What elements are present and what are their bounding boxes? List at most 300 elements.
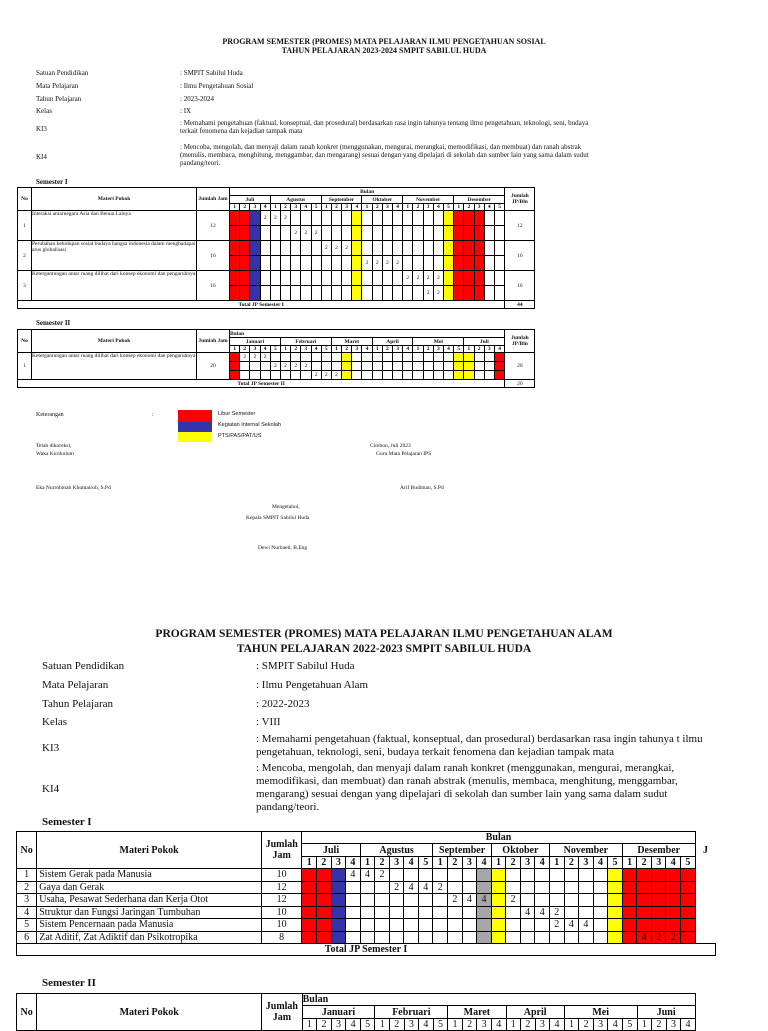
week-cell xyxy=(579,931,594,944)
week-cell: 2 xyxy=(280,211,290,226)
week-cell xyxy=(433,869,448,882)
sign-center-line1: Mengetahui, xyxy=(272,504,300,510)
row-no: 6 xyxy=(17,931,37,944)
week-cell xyxy=(681,919,696,932)
week-number: 1 xyxy=(360,857,375,869)
week-number: 3 xyxy=(331,1019,346,1031)
week-number: 3 xyxy=(250,346,260,353)
week-number: 2 xyxy=(280,204,290,211)
header-jam: Jumlah Jam xyxy=(197,330,230,353)
week-cell xyxy=(389,906,404,919)
week-cell xyxy=(375,906,390,919)
table-row xyxy=(17,894,716,907)
week-number: 2 xyxy=(372,204,382,211)
week-cell: 2 xyxy=(651,931,666,944)
week-cell xyxy=(681,894,696,907)
week-cell xyxy=(622,919,637,932)
week-number: 4 xyxy=(477,857,492,869)
week-cell: 2 xyxy=(280,362,290,371)
week-number: 3 xyxy=(423,204,433,211)
row-no: 1 xyxy=(17,869,37,882)
week-cell xyxy=(651,919,666,932)
week-number: 1 xyxy=(302,857,317,869)
week-number: 3 xyxy=(535,1019,550,1031)
week-cell xyxy=(593,931,608,944)
week-cell xyxy=(462,869,477,882)
table-row xyxy=(17,931,716,944)
row-jp xyxy=(695,894,715,907)
table-row xyxy=(17,906,716,919)
week-number: 2 xyxy=(521,1019,536,1031)
header-bulan: Bulan xyxy=(302,832,695,844)
week-cell xyxy=(389,869,404,882)
week-cell xyxy=(477,919,492,932)
week-cell xyxy=(418,906,433,919)
row-no: 3 xyxy=(17,894,37,907)
week-number: 2 xyxy=(652,1019,667,1031)
week-number: 2 xyxy=(462,1019,477,1031)
sign-right-name: Arif Budiman, S.Pd xyxy=(400,485,444,491)
legend-text-pts: PTS/PAS/PAT/US xyxy=(218,433,262,439)
week-cell xyxy=(564,906,579,919)
week-cell xyxy=(681,869,696,882)
week-cell xyxy=(418,869,433,882)
week-cell xyxy=(331,869,346,882)
week-number: 1 xyxy=(433,857,448,869)
week-number: 3 xyxy=(433,346,443,353)
week-cell: 4 xyxy=(579,919,594,932)
week-number: 4 xyxy=(260,346,270,353)
week-number: 1 xyxy=(413,346,423,353)
week-cell xyxy=(462,881,477,894)
week-cell xyxy=(375,931,390,944)
week-number: 4 xyxy=(494,346,505,353)
week-number: 5 xyxy=(443,204,453,211)
week-number: 2 xyxy=(579,1019,594,1031)
week-cell xyxy=(360,931,375,944)
week-cell xyxy=(331,906,346,919)
month-desember: Desember xyxy=(454,196,505,204)
week-cell xyxy=(491,869,506,882)
header-bulan: Bulan xyxy=(302,994,695,1006)
week-number: 4 xyxy=(593,857,608,869)
week-number: 2 xyxy=(506,857,521,869)
week-number: 3 xyxy=(520,857,535,869)
week-cell xyxy=(360,881,375,894)
week-number: 2 xyxy=(240,204,250,211)
total-label: Total JP Semester II xyxy=(18,380,505,388)
week-cell xyxy=(681,906,696,919)
header-materi: Materi Pokok xyxy=(37,832,262,869)
week-cell: 2 xyxy=(423,271,433,286)
week-cell: 2 xyxy=(291,226,301,241)
total-label: Total JP Semester I xyxy=(18,301,505,309)
week-cell xyxy=(622,881,637,894)
week-number: 4 xyxy=(311,346,321,353)
row-no: 3 xyxy=(18,271,32,301)
week-number: 2 xyxy=(564,857,579,869)
week-cell xyxy=(608,894,623,907)
sign-right-line1: Cirebon, Juli 2023 xyxy=(370,443,411,449)
week-number: 1 xyxy=(506,1019,521,1031)
week-cell: 2 xyxy=(389,881,404,894)
week-number: 3 xyxy=(474,204,484,211)
week-cell xyxy=(462,931,477,944)
week-cell xyxy=(404,906,419,919)
total-value: 20 xyxy=(505,380,535,388)
week-cell xyxy=(666,881,681,894)
row-jp: 16 xyxy=(505,271,535,301)
week-number: 2 xyxy=(474,346,484,353)
week-number: 5 xyxy=(360,1019,375,1031)
week-cell xyxy=(549,881,564,894)
week-cell xyxy=(564,931,579,944)
week-cell xyxy=(448,869,463,882)
week-cell xyxy=(564,869,579,882)
week-number: 2 xyxy=(317,1019,332,1031)
week-cell xyxy=(637,894,652,907)
week-cell xyxy=(418,919,433,932)
row-materi: Sistem Pencernaan pada Manusia xyxy=(37,919,262,932)
week-number: 3 xyxy=(352,346,362,353)
month-september: September xyxy=(433,844,491,857)
week-cell xyxy=(622,894,637,907)
week-cell: 2 xyxy=(270,362,280,371)
month-februari: Februari xyxy=(375,1006,448,1019)
header-no: No xyxy=(18,330,32,353)
week-cell xyxy=(302,931,317,944)
week-cell: 4 xyxy=(346,869,361,882)
week-cell: 2 xyxy=(342,241,352,256)
week-number: 1 xyxy=(564,1019,579,1031)
week-cell: 2 xyxy=(260,211,270,226)
header-jp: Jumlah JP/Bln xyxy=(505,188,535,211)
week-cell xyxy=(491,919,506,932)
week-cell: 4 xyxy=(404,881,419,894)
doc1-value-mapel: : Ilmu Pengetahuan Sosial xyxy=(180,82,254,90)
week-cell xyxy=(666,894,681,907)
week-cell xyxy=(346,881,361,894)
week-cell xyxy=(579,881,594,894)
doc2-value-kelas: : VIII xyxy=(256,716,281,728)
month-mei: Mei xyxy=(413,338,464,346)
week-cell xyxy=(520,881,535,894)
week-number: 5 xyxy=(681,857,696,869)
week-cell: 4 xyxy=(360,869,375,882)
week-cell xyxy=(302,894,317,907)
week-cell xyxy=(346,919,361,932)
month-oktober: Oktober xyxy=(362,196,403,204)
week-number: 1 xyxy=(230,204,240,211)
row-no: 1 xyxy=(18,353,32,380)
week-cell xyxy=(316,869,331,882)
week-cell: 2 xyxy=(301,226,311,241)
week-cell xyxy=(520,919,535,932)
row-materi: Ketergantungan antar ruang dilihat dari konsep ekonomi dan pengaruhnya xyxy=(32,271,197,301)
legend-text-libur: Libur Semester xyxy=(218,411,256,417)
week-number: 1 xyxy=(549,857,564,869)
week-cell xyxy=(404,869,419,882)
row-no: 4 xyxy=(17,906,37,919)
week-number: 3 xyxy=(393,346,403,353)
month-oktober: Oktober xyxy=(491,844,549,857)
week-cell xyxy=(520,869,535,882)
week-number: 4 xyxy=(362,346,372,353)
header-jp xyxy=(695,994,716,1031)
week-cell xyxy=(389,919,404,932)
week-cell xyxy=(433,931,448,944)
week-cell xyxy=(448,906,463,919)
week-cell xyxy=(331,881,346,894)
row-jam: 12 xyxy=(261,881,301,894)
doc1-title-line1: PROGRAM SEMESTER (PROMES) MATA PELAJARAN ILMU PENGETAHUAN SOSIAL xyxy=(222,37,546,46)
week-cell xyxy=(666,869,681,882)
doc2-title-line2: TAHUN PELAJARAN 2022-2023 SMPIT SABILUL HUDA xyxy=(236,643,532,655)
sign-center-name: Dewi Nurbaeti, B.Eng xyxy=(258,545,308,551)
doc1-label-ki4: KI4 xyxy=(36,153,47,161)
week-number: 1 xyxy=(622,857,637,869)
week-cell xyxy=(535,869,550,882)
week-number: 2 xyxy=(390,1019,405,1031)
week-cell xyxy=(520,931,535,944)
week-cell: 4 xyxy=(462,894,477,907)
week-cell xyxy=(506,919,521,932)
week-cell: 2 xyxy=(260,353,270,362)
week-cell: 2 xyxy=(321,241,331,256)
week-cell xyxy=(535,919,550,932)
week-number: 3 xyxy=(579,857,594,869)
week-cell xyxy=(666,919,681,932)
row-materi: Ketergantungan antar ruang dilihat dari konsep ekonomi dan pengaruhnya xyxy=(32,353,197,380)
header-jp: J xyxy=(703,844,709,856)
doc2-label-tahun: Tahun Pelajaran xyxy=(42,698,114,710)
table-row xyxy=(17,881,716,894)
week-number: 5 xyxy=(418,857,433,869)
header-no: No xyxy=(18,188,32,211)
week-cell xyxy=(462,906,477,919)
month-juli: Juli xyxy=(464,338,505,346)
week-cell xyxy=(535,881,550,894)
doc1-value-satuan: : SMPIT Sabilul Huda xyxy=(180,69,243,77)
doc1-label-tahun: Tahun Pelajaran xyxy=(36,95,82,103)
week-cell xyxy=(360,906,375,919)
week-number: 5 xyxy=(311,204,321,211)
month-november: November xyxy=(403,196,454,204)
week-cell: 2 xyxy=(666,931,681,944)
week-number: 3 xyxy=(291,204,301,211)
header-materi: Materi Pokok xyxy=(37,994,262,1031)
week-cell xyxy=(316,894,331,907)
week-number: 4 xyxy=(443,346,453,353)
week-cell: 4 xyxy=(418,881,433,894)
week-number: 4 xyxy=(260,204,270,211)
week-cell: 2 xyxy=(250,353,260,362)
month-september: September xyxy=(321,196,362,204)
doc1-semester1-label: Semester I xyxy=(36,178,68,186)
week-number: 5 xyxy=(494,204,505,211)
week-cell xyxy=(491,906,506,919)
week-number: 5 xyxy=(608,857,623,869)
row-materi: Zat Aditif, Zat Adiktif dan Psikotropika xyxy=(37,931,262,944)
week-cell xyxy=(477,881,492,894)
week-cell xyxy=(404,919,419,932)
week-cell: 2 xyxy=(506,894,521,907)
row-jam: 20 xyxy=(197,353,230,380)
doc2-semester2-label: Semester II xyxy=(42,977,96,989)
week-cell xyxy=(564,894,579,907)
week-cell: 2 xyxy=(311,226,321,241)
week-cell: 2 xyxy=(413,271,423,286)
doc1-value-ki3: : Memahami pengetahuan (faktual, konseptual, dan prosedural) berdasarkan rasa ingin tahunya tentang ilmu pengetahuan, teknologi, seni, budaya terkait fenomena dan kejadian tampak mata xyxy=(180,119,589,135)
week-cell xyxy=(331,894,346,907)
week-number: 4 xyxy=(550,1019,565,1031)
week-number: 3 xyxy=(651,857,666,869)
week-cell: 2 xyxy=(240,353,250,362)
week-number: 3 xyxy=(477,1019,492,1031)
week-number: 1 xyxy=(637,1019,652,1031)
week-cell xyxy=(506,869,521,882)
doc1-semester2-label: Semester II xyxy=(36,319,71,327)
week-cell: 4 xyxy=(564,919,579,932)
doc1-title-line2: TAHUN PELAJARAN 2023-2024 SMPIT SABILUL HUDA xyxy=(281,46,487,55)
month-juni: Juni xyxy=(637,1006,695,1019)
week-cell xyxy=(549,869,564,882)
week-cell xyxy=(404,931,419,944)
week-number: 2 xyxy=(382,346,392,353)
week-number: 1 xyxy=(280,346,290,353)
week-cell xyxy=(346,906,361,919)
week-cell xyxy=(579,906,594,919)
week-cell xyxy=(360,919,375,932)
week-cell: 2 xyxy=(362,256,372,271)
legend-text-kegiatan: Kegiatan Internal Sekolah xyxy=(218,422,281,428)
doc2-value-mapel: : Ilmu Pengetahuan Alam xyxy=(256,679,369,691)
week-cell xyxy=(433,919,448,932)
week-cell xyxy=(651,881,666,894)
week-number: 4 xyxy=(403,346,413,353)
row-jam: 12 xyxy=(197,211,230,241)
week-cell xyxy=(302,881,317,894)
month-juli: Juli xyxy=(302,844,360,857)
week-number: 3 xyxy=(389,857,404,869)
week-cell xyxy=(666,906,681,919)
week-number: 1 xyxy=(230,346,240,353)
week-cell xyxy=(651,906,666,919)
week-number: 1 xyxy=(372,346,382,353)
row-jp xyxy=(695,869,715,882)
week-cell xyxy=(637,919,652,932)
week-number: 2 xyxy=(637,857,652,869)
row-jam: 16 xyxy=(197,271,230,301)
week-cell: 2 xyxy=(375,869,390,882)
row-materi: Usaha, Pesawat Sederhana dan Kerja Otot xyxy=(37,894,262,907)
week-cell xyxy=(637,869,652,882)
week-number: 4 xyxy=(404,857,419,869)
header-jam: Jumlah Jam xyxy=(261,832,301,869)
doc2-label-kelas: Kelas xyxy=(42,716,68,728)
header-jp: Jumlah JP/Bln xyxy=(505,330,535,353)
week-number: 5 xyxy=(321,346,331,353)
week-cell xyxy=(375,881,390,894)
doc2-semester1-label: Semester I xyxy=(42,816,92,828)
week-number: 1 xyxy=(321,204,331,211)
doc2-label-mapel: Mata Pelajaran xyxy=(42,679,109,691)
week-number: 3 xyxy=(404,1019,419,1031)
header-materi: Materi Pokok xyxy=(32,188,197,211)
week-number: 3 xyxy=(484,346,494,353)
week-cell: 2 xyxy=(321,371,331,380)
week-cell xyxy=(637,881,652,894)
week-cell: 2 xyxy=(423,286,433,301)
month-januari: Januari xyxy=(302,1006,375,1019)
week-number: 4 xyxy=(352,204,362,211)
sign-left-name: Eka Nurrohmah Khumairoh, S.Pd xyxy=(36,485,111,491)
week-cell xyxy=(418,931,433,944)
table-row xyxy=(17,919,716,932)
week-cell xyxy=(448,881,463,894)
week-cell xyxy=(564,881,579,894)
doc1-label-ki3: KI3 xyxy=(36,125,47,133)
week-cell xyxy=(506,906,521,919)
week-cell xyxy=(316,881,331,894)
row-no: 1 xyxy=(18,211,32,241)
row-jam: 8 xyxy=(261,931,301,944)
week-number: 3 xyxy=(462,857,477,869)
week-number: 4 xyxy=(491,1019,506,1031)
week-number: 4 xyxy=(346,857,361,869)
week-cell: 2 xyxy=(311,371,321,380)
header-bulan: Bulan xyxy=(230,188,505,196)
header-no: No xyxy=(17,994,37,1031)
month-juli: Juli xyxy=(230,196,271,204)
week-number: 3 xyxy=(593,1019,608,1031)
week-number: 4 xyxy=(433,204,443,211)
week-number: 2 xyxy=(342,346,352,353)
week-number: 3 xyxy=(301,346,311,353)
week-number: 2 xyxy=(331,204,341,211)
row-jp xyxy=(695,919,715,932)
week-cell: 2 xyxy=(331,371,341,380)
week-cell xyxy=(316,906,331,919)
week-cell xyxy=(316,931,331,944)
week-cell xyxy=(593,919,608,932)
month-maret: Maret xyxy=(331,338,372,346)
row-no: 2 xyxy=(18,241,32,271)
week-cell xyxy=(389,931,404,944)
week-number: 1 xyxy=(331,346,341,353)
week-number: 1 xyxy=(454,204,464,211)
month-agustus: Agustus xyxy=(270,196,321,204)
week-cell xyxy=(316,919,331,932)
doc2-value-ki3: : Memahami pengetahuan (faktual, konseptual, dan prosedural) berdasarkan rasa ingin tahunya t ilmu pengetahuan, teknologi, seni, budaya terkait fenomena dan kejadian tampak mata xyxy=(256,733,703,758)
week-cell: 2 xyxy=(331,241,341,256)
week-number: 1 xyxy=(448,1019,463,1031)
week-cell xyxy=(389,894,404,907)
week-number: 2 xyxy=(316,857,331,869)
month-desember: Desember xyxy=(622,844,695,857)
doc2-semester1-table xyxy=(16,831,716,956)
week-cell xyxy=(608,881,623,894)
week-number: 2 xyxy=(464,204,474,211)
row-jam: 12 xyxy=(261,894,301,907)
total-row xyxy=(17,944,716,956)
month-april: April xyxy=(372,338,413,346)
week-number: 2 xyxy=(448,857,463,869)
total-value: 44 xyxy=(505,301,535,309)
week-cell: 2 xyxy=(433,881,448,894)
row-jp xyxy=(695,931,715,944)
header-row xyxy=(17,994,717,1006)
